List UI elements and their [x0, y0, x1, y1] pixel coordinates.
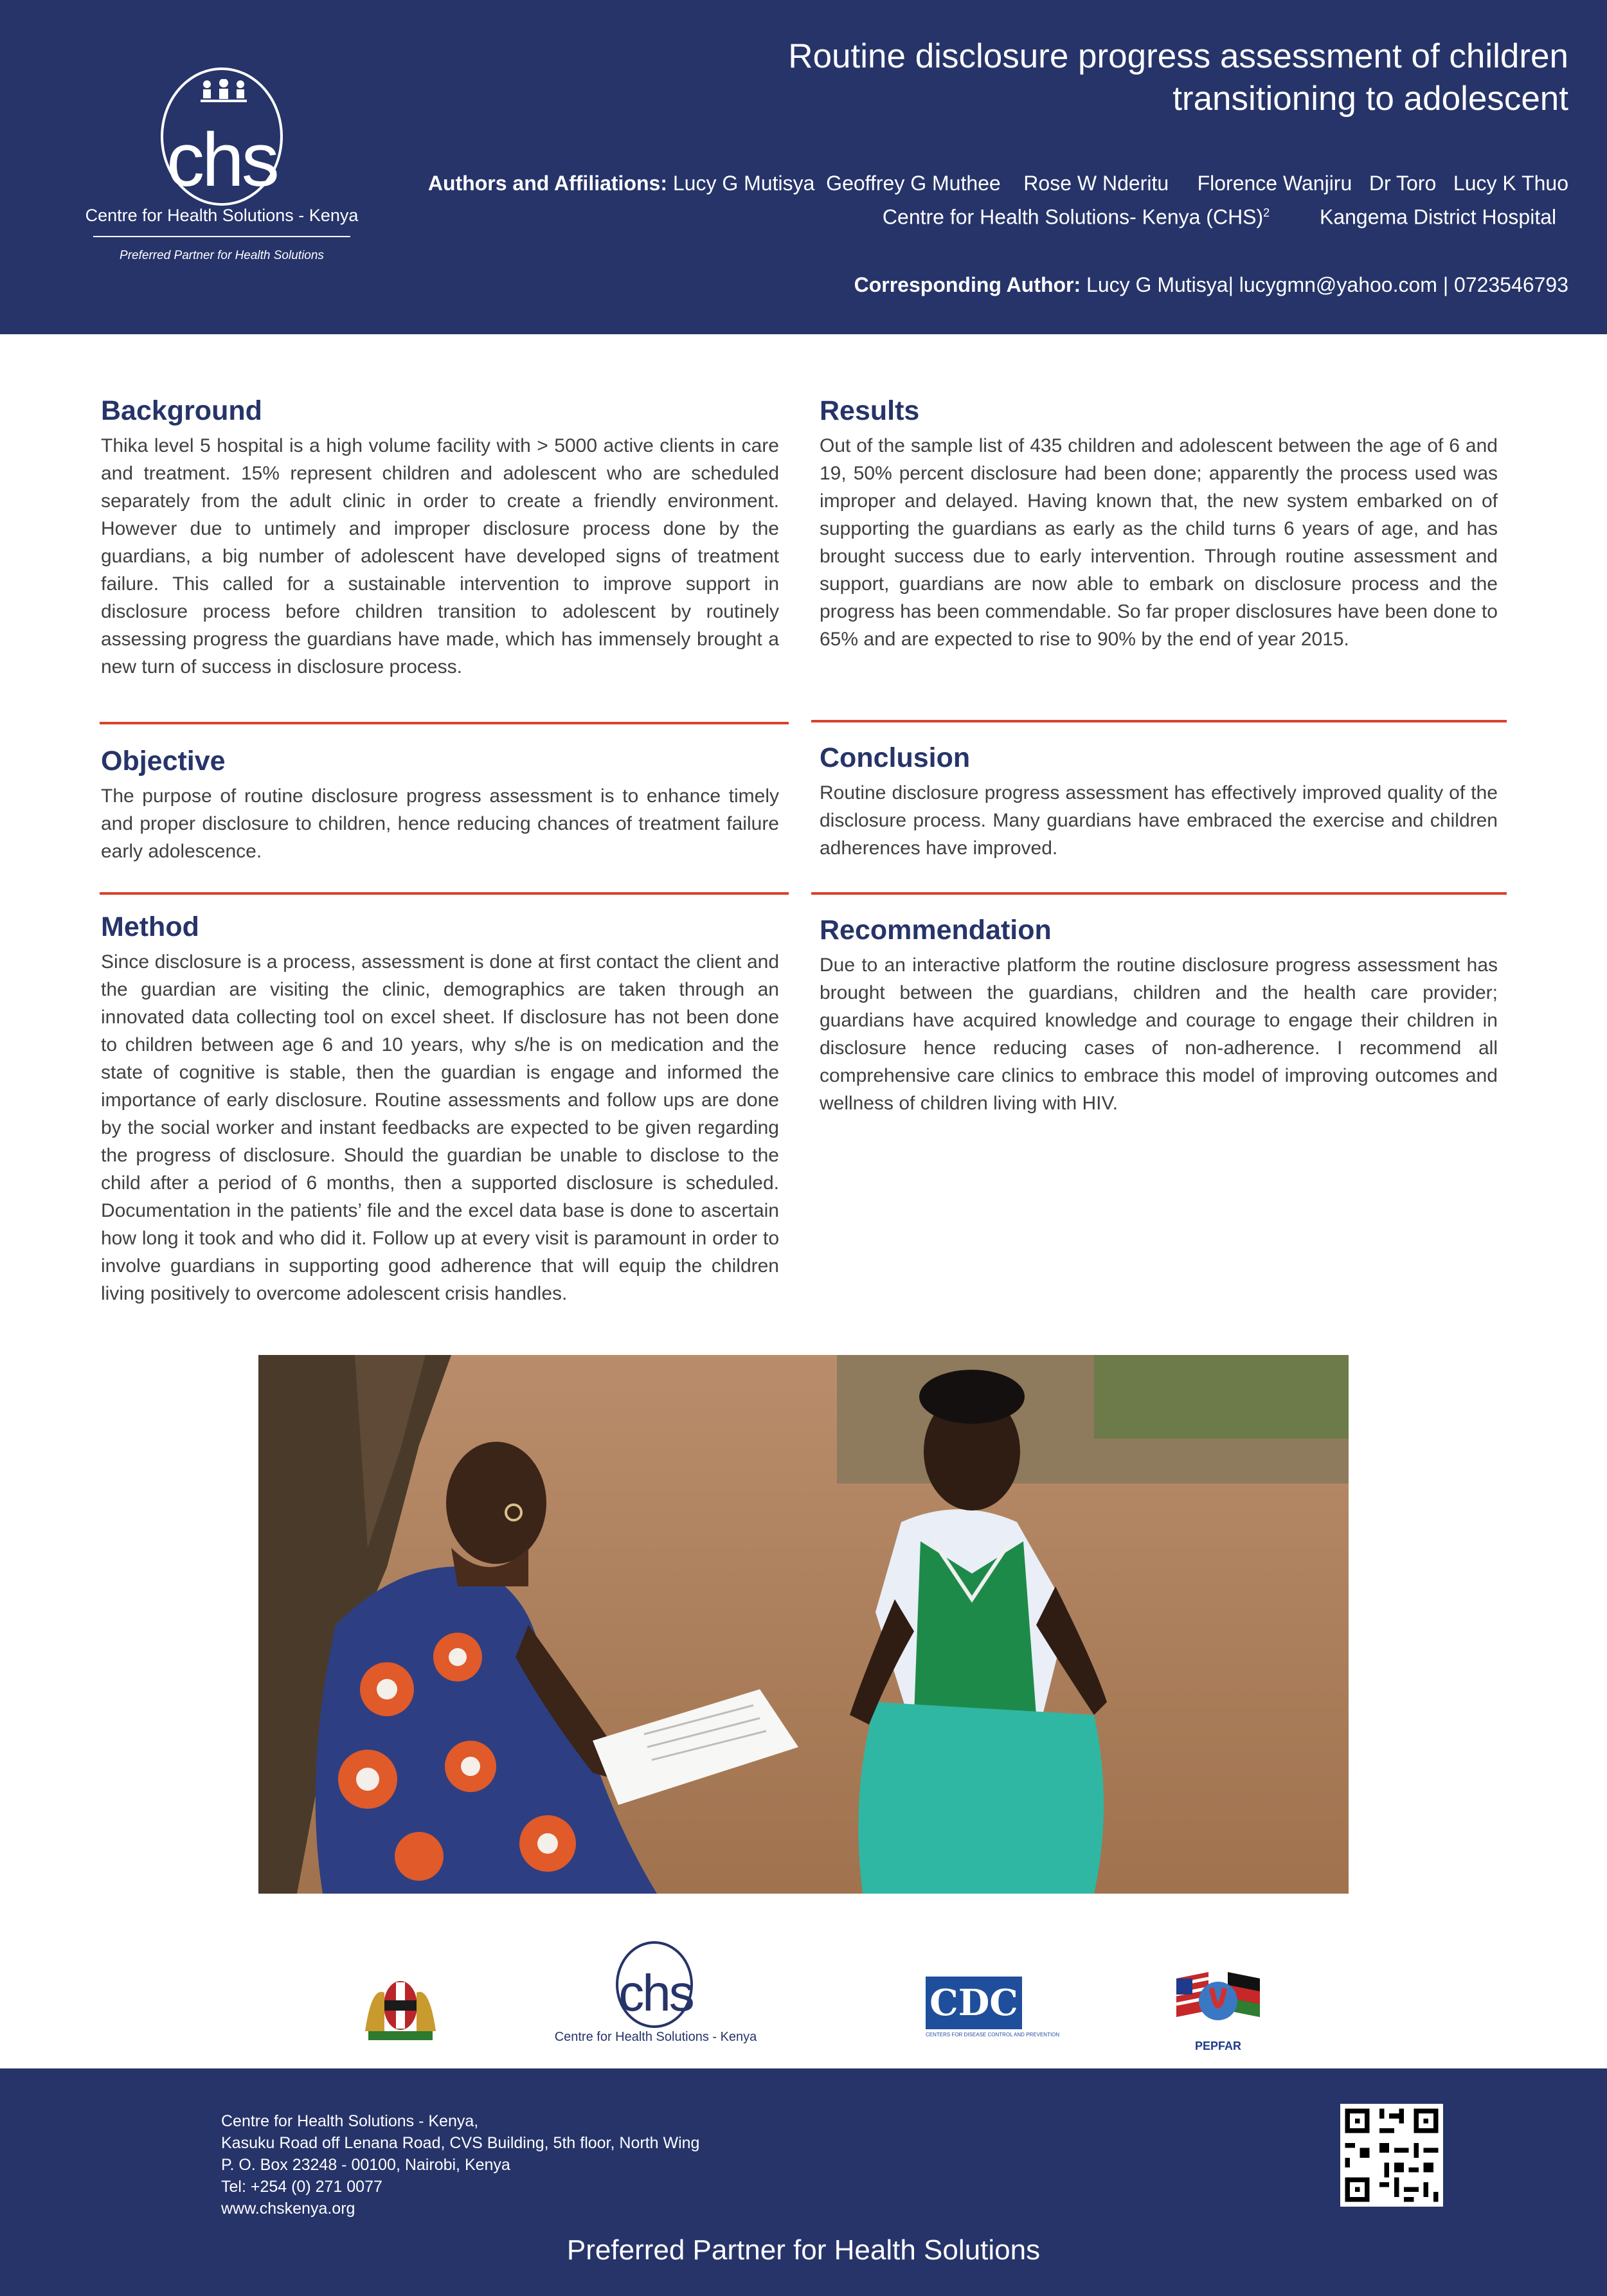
chs-partner-caption: Centre for Health Solutions - Kenya [554, 2030, 757, 2044]
qr-code-icon[interactable] [1340, 2104, 1443, 2207]
section-conclusion [820, 740, 1498, 862]
affiliation-2: Kangema District Hospital [1319, 205, 1557, 229]
contact-address [221, 2110, 699, 2220]
affiliation-1: Centre for Health Solutions- Kenya (CHS) [882, 205, 1264, 229]
pepfar-emblem-icon [1170, 1966, 1266, 2036]
footer-tagline: Preferred Partner for Health Solutions [566, 2234, 1041, 2266]
title-line-1: Routine disclosure progress assessment of children [788, 37, 1568, 75]
section-recommendation [820, 913, 1498, 1117]
counselling-photo [258, 1355, 1349, 1894]
pepfar-caption: PEPFAR [1194, 2040, 1242, 2052]
recommendation-body: Due to an interactive platform the routine disclosure progress assessment has brought between the guardians, children and the health care provider; guardians have acquired knowledge and courage to engage their children in disclosure hence reducing cases of non-adherence. I recommend all comprehensive care clinics to embrace this model of improving outcomes and wellness of children living with HIV. [820, 955, 1498, 1114]
website-link[interactable]: www.chskenya.org [221, 2200, 355, 2218]
people-icon [198, 79, 249, 105]
section-background [101, 393, 779, 681]
cdc-wordmark: CDC [926, 1977, 1022, 2029]
section-divider [811, 892, 1507, 895]
section-divider [100, 722, 789, 724]
photo-illustration [258, 1355, 1349, 1894]
section-divider [100, 892, 789, 895]
kenya-coat-of-arms-icon [359, 1967, 442, 2044]
poster-header [0, 0, 1607, 334]
objective-title: Objective [101, 746, 226, 776]
chs-logo [84, 67, 359, 280]
background-body: Thika level 5 hospital is a high volume facility with > 5000 active clients in care and treatment. 15% represent children and adolescent who are scheduled separately from the adult clinic in order to create a friendly environment. However due to untimely and improper disclosure process done by the guardians, a big number of adolescent have developed signs of treatment failure. This called for a sustainable intervention to improve support in disclosure process before children transition to adolescent by routinely assessing progress the guardians have made, which has immensely brought a new turn of success in disclosure process. [101, 435, 779, 677]
address-line: Tel: +254 (0) 271 0077 [221, 2178, 382, 2196]
logo-tagline: Preferred Partner for Health Solutions [120, 249, 324, 262]
results-body: Out of the sample list of 435 children and adolescent between the age of 6 and 19, 50% percent disclosure had been done; apparently the process used was improper and delayed. Having known that, the new system embarked on of supporting the guardians as early as the child turns 6 years of age, and has brought success due to early intervention. Through routine assessment and support, guardians are now able to embark on disclosure process and the progress has been commendable. So far proper disclosures have been done to 65% and are expected to rise to 90% by the end of year 2015. [820, 435, 1498, 650]
conclusion-body: Routine disclosure progress assessment has effectively improved quality of the disclosure process. Many guardians have embraced the exercise and children adherences have improved. [820, 782, 1498, 859]
logo-wordmark: chs [166, 118, 277, 202]
authors-label: Authors and Affiliations: [427, 172, 667, 195]
background-title: Background [101, 395, 262, 426]
results-title: Results [820, 395, 920, 426]
objective-body: The purpose of routine disclosure progress assessment is to enhance timely and proper disclosure to children, hence reducing chances of treatment failure early adolescence. [101, 785, 779, 862]
cdc-caption: CENTERS FOR DISEASE CONTROL AND PREVENTION [926, 2032, 1060, 2038]
poster-title [604, 35, 1568, 120]
poster-footer [0, 2068, 1607, 2296]
affiliation-superscript: 2 [1263, 206, 1270, 219]
pepfar-logo [1170, 1966, 1266, 2056]
method-title: Method [101, 911, 199, 942]
conclusion-title: Conclusion [820, 742, 971, 773]
corresponding-author [347, 273, 1568, 297]
address-line: Kasuku Road off Lenana Road, CVS Building, 5th floor, North Wing [221, 2134, 700, 2152]
corresponding-details: Lucy G Mutisya| lucygmn@yahoo.com | 0723546793 [1086, 273, 1568, 296]
partner-logos [0, 1915, 1607, 2070]
recommendation-title: Recommendation [820, 915, 1052, 946]
section-method [101, 910, 779, 1307]
authors-list: Lucy G Mutisya Geoffrey G Muthee Rose W Nderitu Florence Wanjiru Dr Toro Lucy K Thuo [672, 172, 1568, 195]
address-line: Centre for Health Solutions - Kenya, [221, 2112, 479, 2130]
logo-divider [93, 236, 350, 237]
address-line: P. O. Box 23248 - 00100, Nairobi, Kenya [221, 2156, 510, 2174]
section-objective [101, 744, 779, 865]
authors-block [347, 168, 1568, 232]
logo-org-name: Centre for Health Solutions - Kenya [85, 206, 359, 225]
corresponding-label: Corresponding Author: [854, 273, 1081, 296]
chs-partner-logo [554, 1941, 757, 2057]
chs-partner-wordmark: chs [618, 1964, 693, 2022]
cdc-logo [926, 1977, 1060, 2044]
method-body: Since disclosure is a process, assessment is done at first contact the client and the guardian are visiting the clinic, demographics are taken through an innovated data collecting tool on excel sheet. If disclosure has not been done to children between age 6 and 10 years, why s/he is on medication and the state of cognitive is stable, then the guardian is engage and informed the importance of early disclosure. Routine assessments and follow ups are done by the social worker and instant feedbacks are expected to be given regarding the progress of disclosure. Should the guardian be unable to disclose to the child after a period of 6 months, then a supported disclosure is scheduled. Documentation in the patients’ file and the excel data base is done to ascertain how long it took and who did it. Follow up at every visit is paramount in order to involve guardians in supporting good adherence that will equip the children living positively to overcome adolescent crisis handles. [101, 951, 779, 1304]
section-results [820, 393, 1498, 653]
section-divider [811, 720, 1507, 722]
title-line-2: transitioning to adolescent [1172, 80, 1568, 118]
